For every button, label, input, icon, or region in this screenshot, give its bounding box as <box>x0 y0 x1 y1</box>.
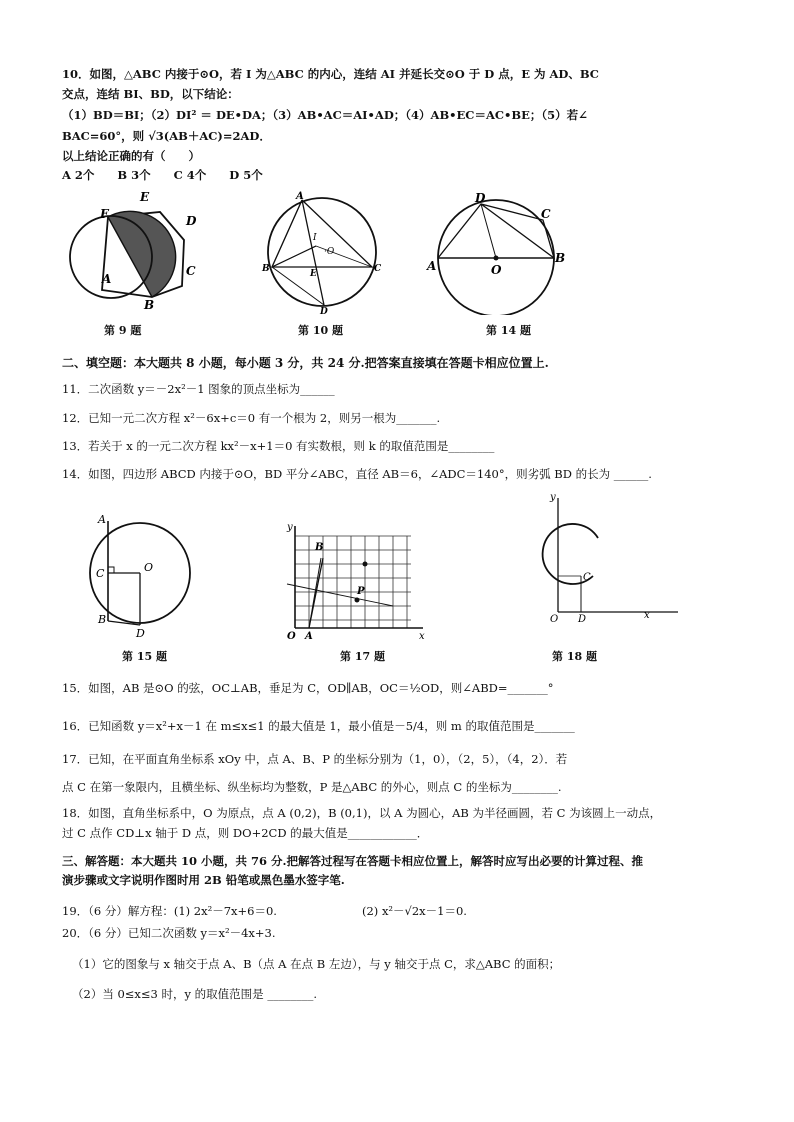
label-B: B <box>98 613 107 626</box>
q18-line2: 过 C 点作 CD⊥x 轴于 D 点，则 DO+2CD 的最大值是____________． <box>62 826 429 840</box>
label-B: B <box>555 251 566 265</box>
section3-line1: 三、解答题：本大题共 10 小题，共 76 分.把解答过程写在答题卡相应位置上，解答时应写出必要的计算过程、推 <box>62 854 644 868</box>
q10-options: A 2个 B 3个 C 4个 D 5个 <box>62 168 263 182</box>
label-C: C <box>186 264 196 278</box>
circle <box>268 198 376 306</box>
label-E: E <box>140 190 150 204</box>
q13: 13．若关于 x 的一元二次方程 kx²－x+1＝0 有实数根，则 k 的取值范围是________ <box>62 439 495 453</box>
label-A: A <box>296 191 304 202</box>
point-mark <box>363 562 368 567</box>
label-O: ·O <box>324 247 335 257</box>
q12: 12．已知一元二次方程 x²－6x+c＝0 有一个根为 2，则另一根为_______. <box>62 411 441 425</box>
q19-part2: (2) x²－√2x－1＝0. <box>362 904 467 918</box>
q18-line1: 18．如图，直角坐标系中，O 为原点，点 A (0,2)，B (0,1)，以 A 为圆心，AB 为半径画圆，若 C 为该圆上一动点， <box>62 806 662 820</box>
section3-line2: 演步骤或文字说明作图时用 2B 铅笔或黑色墨水签字笔. <box>62 873 345 887</box>
section2-heading: 二、填空题：本大题共 8 小题，每小题 3 分，共 24 分.把答案直接填在答题卡相应位置上. <box>62 356 549 370</box>
label-y: y <box>287 522 293 533</box>
caption-fig17: 第 17 题 <box>340 650 385 663</box>
caption-fig14: 第 14 题 <box>486 324 531 337</box>
label-B: B <box>262 264 270 274</box>
figure-15 <box>88 505 198 640</box>
q19-part1: 19．（6 分）解方程：(1) 2x²－7x+6＝0. <box>62 904 277 918</box>
line-AD <box>302 200 324 305</box>
q17-line2: 点 C 在第一象限内，且横坐标、纵坐标均为整数，P 是△ABC 的外心，则点 C 的坐标为________. <box>62 780 562 794</box>
label-y: y <box>550 492 556 503</box>
point-P <box>355 598 360 603</box>
q17-line1: 17．已知，在平面直角坐标系 xOy 中，点 A、B、P 的坐标分别为（1，0），（2，5），（4，2）．若 <box>62 752 568 766</box>
q14: 14．如图，四边形 ABCD 内接于⊙O，BD 平分∠ABC，直径 AB＝6，∠ADC＝140°，则劣弧 BD 的长为 ______. <box>62 467 652 481</box>
label-O: O <box>287 631 296 642</box>
label-E: E <box>310 269 317 279</box>
guide-line <box>287 584 393 606</box>
caption-fig10: 第 10 题 <box>298 324 343 337</box>
q15: 15．如图，AB 是⊙O 的弦，OC⊥AB，垂足为 C，OD∥AB，OC＝½OD，则∠ABD=_______° <box>62 681 554 695</box>
figure-17 <box>283 518 433 643</box>
label-I: I <box>313 233 317 243</box>
label-D: D <box>320 307 328 315</box>
label-D: D <box>186 214 197 228</box>
caption-fig18: 第 18 题 <box>552 650 597 663</box>
q10-line3: （1）BD＝BI；（2）DI² ＝ DE•DA；（3）AB•AC＝AI•AD；（4）AB•EC＝AC•BE；（5）若∠ <box>62 108 588 122</box>
label-D: D <box>578 614 587 625</box>
label-P: P <box>357 586 365 597</box>
q20-part2: （2）当 0≤x≤3 时，y 的取值范围是 ________. <box>72 987 317 1001</box>
label-x: x <box>644 610 650 621</box>
figure-14 <box>423 190 573 315</box>
label-A: A <box>98 513 106 526</box>
q20-stem: 20．（6 分）已知二次函数 y＝x²－4x+3. <box>62 926 276 940</box>
label-x: x <box>419 631 425 642</box>
right-angle-mark <box>108 567 114 573</box>
label-D: D <box>136 627 145 640</box>
label-D: D <box>475 191 486 205</box>
label-F: F <box>100 207 109 221</box>
caption-fig15: 第 15 题 <box>122 650 167 663</box>
label-A: A <box>427 259 437 273</box>
label-C: C <box>541 207 551 221</box>
q10-line5: 以上结论正确的有（ ） <box>62 149 200 163</box>
label-B: B <box>315 542 324 553</box>
label-A: A <box>305 631 313 642</box>
figure-10 <box>258 190 388 315</box>
figure-9 <box>62 185 202 315</box>
q20-part1: （1）它的图象与 x 轴交于点 A、B（点 A 在点 B 左边），与 y 轴交于点 C，求△ABC 的面积； <box>72 957 561 971</box>
label-O: O <box>550 614 559 625</box>
q10-line4: BAC=60°，则 √3(AB＋AC)=2AD． <box>62 129 271 143</box>
label-C: C <box>374 264 382 274</box>
label-B: B <box>144 298 155 312</box>
caption-fig9: 第 9 题 <box>104 324 142 337</box>
label-A: A <box>102 272 112 286</box>
label-C: C <box>583 572 591 583</box>
quadrilateral <box>438 204 554 258</box>
label-O: O <box>491 263 502 277</box>
q10-line2: 交点，连结 BI、BD，以下结论： <box>62 87 239 101</box>
q16: 16．已知函数 y＝x²+x－1 在 m≤x≤1 的最大值是 1，最小值是－5/4，则 m 的取值范围是_______ <box>62 719 575 733</box>
figure-18 <box>528 490 688 625</box>
q11: 11．二次函数 y＝－2x²－1 图象的顶点坐标为______ <box>62 382 335 396</box>
q10-line1: 10．如图，△ABC 内接于⊙O，若 I 为△ABC 的内心，连结 AI 并延长交⊙O 于 D 点，E 为 AD、BC <box>62 67 599 81</box>
label-O: O <box>144 561 154 574</box>
label-C: C <box>96 567 105 580</box>
